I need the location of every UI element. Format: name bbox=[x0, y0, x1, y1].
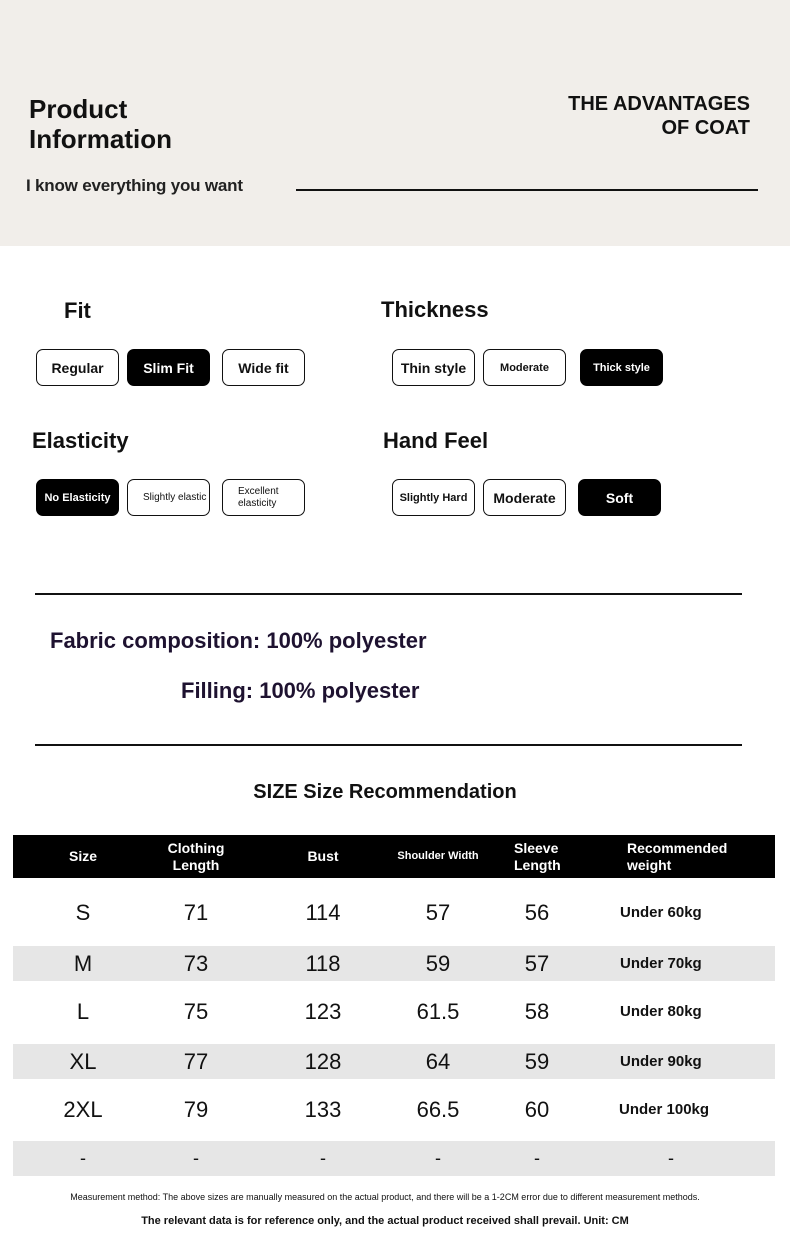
table-row bbox=[13, 1092, 775, 1127]
size-table-header bbox=[13, 835, 775, 878]
hand-feel-label: Hand Feel bbox=[383, 428, 489, 453]
header-sleeve-length: Sleeve Length bbox=[514, 839, 561, 873]
page-title bbox=[29, 94, 172, 154]
fit-option-wide-fit[interactable]: Wide fit bbox=[222, 349, 305, 386]
cell-sleeve: 60 bbox=[524, 1096, 550, 1122]
cell-size: XL bbox=[69, 1048, 97, 1074]
cell-length: 71 bbox=[183, 899, 209, 925]
table-row bbox=[13, 946, 775, 981]
cell-size: S bbox=[75, 899, 91, 925]
cell-length: 75 bbox=[183, 998, 209, 1024]
elasticity-option-excellent[interactable]: Excellent elasticity bbox=[222, 479, 305, 516]
elasticity-option-slight[interactable]: Slightly elastic bbox=[127, 479, 210, 516]
thickness-option-moderate[interactable]: Moderate bbox=[483, 349, 566, 386]
table-row bbox=[13, 1044, 775, 1079]
cell-shoulder: 66.5 bbox=[416, 1096, 460, 1122]
hand-feel-option-soft[interactable]: Soft bbox=[578, 479, 661, 516]
cell-size: 2XL bbox=[63, 1096, 103, 1122]
thickness-option-thick[interactable]: Thick style bbox=[580, 349, 663, 386]
header-divider bbox=[296, 189, 758, 191]
cell-weight: Under 70kg bbox=[620, 955, 702, 972]
page-subtitle: I know everything you want bbox=[26, 176, 243, 195]
table-row bbox=[13, 1141, 775, 1176]
header-bust: Bust bbox=[307, 848, 339, 864]
cell-length: 79 bbox=[183, 1096, 209, 1122]
fit-label: Fit bbox=[64, 298, 91, 323]
fabric-bottom-divider bbox=[35, 744, 742, 746]
cell-weight: Under 90kg bbox=[620, 1053, 702, 1070]
cell-length: - bbox=[193, 1148, 199, 1168]
cell-length: 77 bbox=[183, 1048, 209, 1074]
cell-sleeve: 56 bbox=[524, 899, 550, 925]
cell-sleeve: 58 bbox=[524, 998, 550, 1024]
cell-bust: 128 bbox=[304, 1048, 342, 1074]
advantages-heading bbox=[568, 92, 750, 140]
cell-shoulder: 61.5 bbox=[416, 998, 460, 1024]
cell-weight: Under 80kg bbox=[620, 1003, 702, 1020]
cell-sleeve: 57 bbox=[524, 950, 550, 976]
cell-bust: 133 bbox=[304, 1096, 342, 1122]
cell-shoulder: 64 bbox=[425, 1048, 451, 1074]
cell-shoulder: - bbox=[435, 1148, 441, 1168]
table-row bbox=[13, 895, 775, 930]
hand-feel-option-slightly-hard[interactable]: Slightly Hard bbox=[392, 479, 475, 516]
cell-sleeve: 59 bbox=[524, 1048, 550, 1074]
cell-shoulder: 57 bbox=[425, 899, 451, 925]
header-band bbox=[0, 0, 790, 246]
fabric-composition: Fabric composition: 100% polyester bbox=[50, 628, 427, 653]
title-line-1: Product bbox=[29, 94, 128, 124]
header-clothing-length: Clothing Length bbox=[167, 839, 225, 873]
cell-sleeve: - bbox=[534, 1148, 540, 1168]
fit-option-regular[interactable]: Regular bbox=[36, 349, 119, 386]
cell-bust: 114 bbox=[305, 899, 341, 925]
table-row bbox=[13, 994, 775, 1029]
measurement-note: Measurement method: The above sizes are manually measured on the actual product, and there will be a 1-2CM error due to different measurement methods. bbox=[70, 1192, 700, 1202]
title-line-2: Information bbox=[29, 124, 172, 154]
fabric-top-divider bbox=[35, 593, 742, 595]
header-recommended-weight: Recommended weight bbox=[627, 839, 728, 873]
thickness-label: Thickness bbox=[381, 297, 489, 322]
thickness-option-thin[interactable]: Thin style bbox=[392, 349, 475, 386]
cell-bust: 118 bbox=[305, 950, 341, 976]
size-table-title: SIZE Size Recommendation bbox=[253, 781, 517, 803]
advantages-line-1: THE ADVANTAGES bbox=[568, 93, 750, 115]
cell-bust: 123 bbox=[304, 998, 342, 1024]
cell-weight: Under 60kg bbox=[620, 904, 702, 921]
advantages-line-2: OF COAT bbox=[661, 117, 750, 139]
cell-length: 73 bbox=[183, 950, 209, 976]
filling-composition: Filling: 100% polyester bbox=[181, 678, 420, 703]
header-shoulder-width: Shoulder Width bbox=[397, 850, 479, 862]
cell-size: - bbox=[80, 1148, 86, 1168]
hand-feel-option-moderate[interactable]: Moderate bbox=[483, 479, 566, 516]
cell-bust: - bbox=[320, 1148, 326, 1168]
elasticity-label: Elasticity bbox=[32, 428, 129, 453]
elasticity-option-none[interactable]: No Elasticity bbox=[36, 479, 119, 516]
reference-note: The relevant data is for reference only, and the actual product received shall prevail. Unit: CM bbox=[141, 1215, 629, 1227]
cell-weight: - bbox=[668, 1148, 674, 1168]
cell-size: L bbox=[76, 998, 90, 1024]
cell-weight: Under 100kg bbox=[619, 1101, 710, 1118]
fit-option-slim-fit[interactable]: Slim Fit bbox=[127, 349, 210, 386]
cell-shoulder: 59 bbox=[425, 950, 451, 976]
cell-size: M bbox=[73, 950, 93, 976]
header-size: Size bbox=[68, 848, 97, 864]
